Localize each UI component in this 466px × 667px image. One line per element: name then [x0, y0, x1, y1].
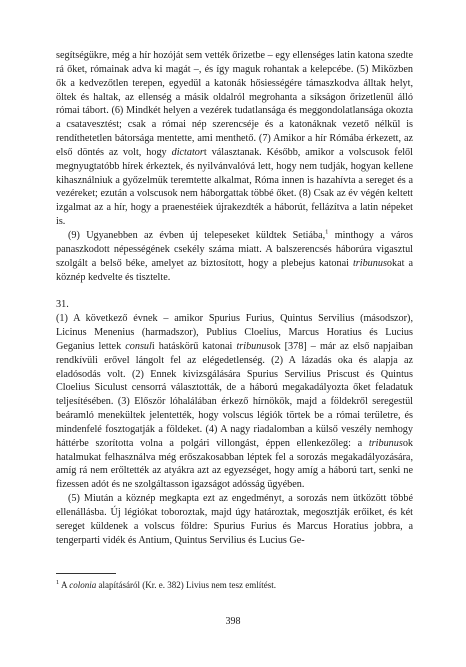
- paragraph-3: (1) A következő évnek – amikor Spurius Furius, Quintus Servilius (másodszor), Licinus Menenius (harmadszor), Publius Cloelius, Marcus Horatius és Lucius Geganius lettek consuli hatáskörű katonai tribunusok [378] – már az első napjaiban rendkívüli erővel lángolt fel az elégedetlenség. (2) A lázadás oka és alapja az eladósodás volt. (2) Ennek kivizsgálására Spurius Servilius Priscust és Quintus Cloelius Siculust censorrá választották, de a háború megakadályozta őket feladatuk teljesítésében. (3) Először lóhalálában érkező hírnökök, majd a földekről seregestül beáramló menekültek jelentették, hogy volscus légiók törtek be a római területre, és mindenfelé fosztogatják a földeket. (4) A nagy riadalomban a külső veszély nemhogy háttérbe szorította volna a polgári villongást, éppen ellenkezőleg: a tribunusok hatalmukat felhasználva még erőszakosabban léptek fel a sorozás megakadályozására, amíg rá nem erőltették az atyákra azt az egyezséget, hogy amíg a háború tart, senki ne fizessen adót és ne szolgáltasson igazságot adósság ügyében.: [56, 313, 414, 491]
- paragraph-1: segítségükre, még a hír hozóját sem vették őrizetbe – egy ellenséges latin katona szedte rá őket, rómainak adva ki magát –, és így maguk rohantak a kelepcébe. (5) Miközben ők a kedvezőtlen terepen, egyedül a katonák hősiességére támaszkodva álltak helyt, öltek és haltak, az ellenség a másik oldalról megrohanta a síkságon őrizetlenül álló római tábort. (6) Mindkét helyen a vezérek tudatlansága és meggondolatlansága okozta a csatavesztést; csak a római nép szerencséje és a katonáknak vezető nélkül is rendíthetetlen bátorsága mentette, ami menthető. (7) Amikor a hír Rómába érkezett, az első döntés az volt, hogy dictatort választanak. Később, amikor a volscusok felől megnyugtatóbb hírek érkeztek, és nyilvánvalóvá lett, hogy nem tudják, hogyan kellene kihasználniuk a győzelmük teremtette alkalmat, Róma innen is hazahívta a sereget és a vezéreket; ezután a volscusok nem háborgattak többé őket. (8) Csak az év végén keltett izgalmat az a hír, hogy a praenestéiek újrakezdték a háborút, fellázítva a latin népeket is.: [56, 50, 413, 228]
- footnote-number: 1: [56, 579, 60, 586]
- footnote-rule: [56, 573, 116, 574]
- section-gap: [56, 284, 413, 298]
- italic-consul: consul: [125, 340, 152, 352]
- italic-dictator: dictator: [171, 146, 204, 158]
- italic-tribunus: tribunus: [368, 437, 403, 449]
- italic-tribunus: tribunus: [352, 257, 387, 269]
- italic-tribunus: tribunus: [236, 340, 271, 352]
- italic-colonia: colonia: [69, 580, 97, 590]
- footnote: $^1$ A colonia alapításáról (Kr. e. 382) Livius nem tesz említést.: [56, 579, 276, 590]
- paragraph-4: (5) Miután a köznép megkapta ezt az engedményt, a sorozás nem ütközött többé ellenállásba. Új légiókat toboroztak, majd úgy határoztak, megosztják erőiket, és két sereget küldenek a volscus földre: Spurius Furius és Marcus Horatius jobbra, a tengerparti vidék és Antium, Quintus Servilius és Lucius Ge-: [56, 493, 413, 546]
- page-number: 398: [225, 616, 241, 627]
- footnote-ref: 1: [325, 228, 329, 236]
- paragraph-2: (9) Ugyanebben az évben új telepeseket küldtek Setiába,$^1$ minthogy a város panaszkodott népességének csekély száma miatt. A balszerencsés háborúra vigasztul szolgált a belső béke, amelyet az biztosított, hogy a plebejus katonai tribunusokat a köznép kedvelte és tisztelte.: [56, 228, 413, 283]
- chapter-number: 31.: [56, 299, 69, 311]
- main-text: [56, 49, 413, 548]
